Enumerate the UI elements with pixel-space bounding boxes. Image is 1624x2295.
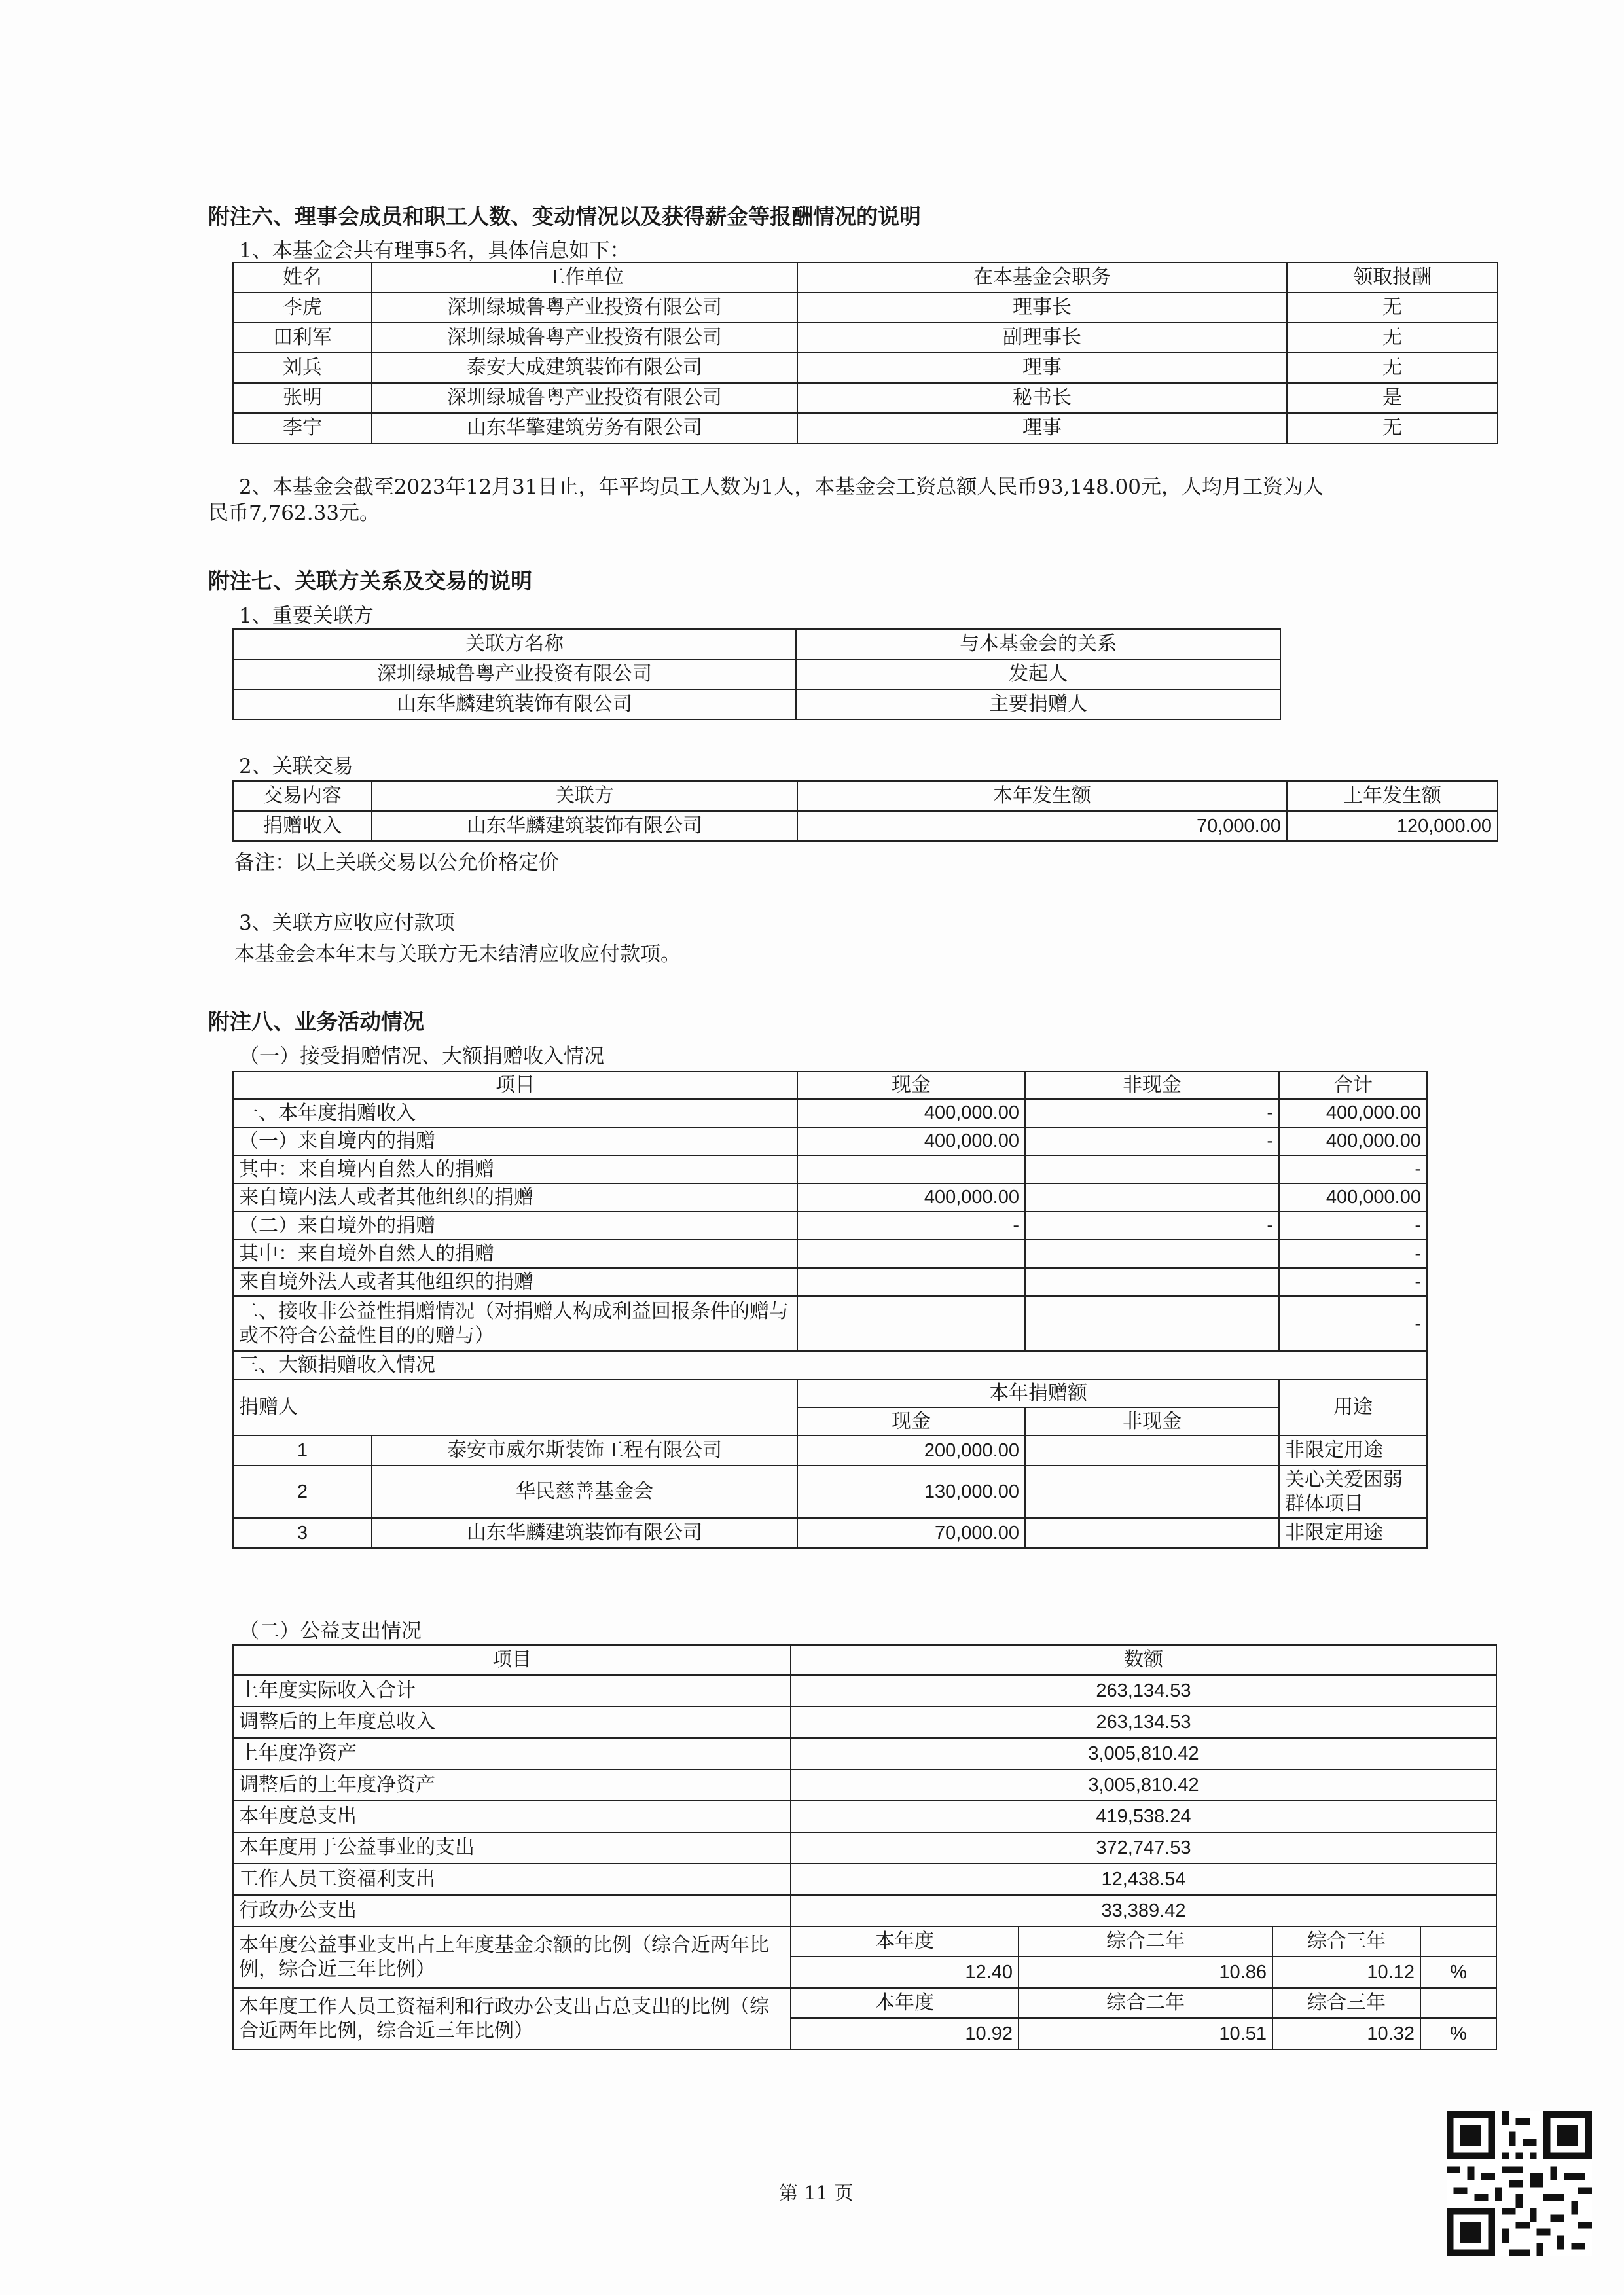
cell xyxy=(797,1240,1025,1268)
header-cell: 姓名 xyxy=(233,262,372,293)
cell: 400,000.00 xyxy=(1279,1099,1427,1127)
cell: 400,000.00 xyxy=(797,1184,1025,1212)
table-header-row xyxy=(233,1072,1427,1099)
cell: - xyxy=(1279,1268,1427,1296)
header-cell: 项目 xyxy=(233,1645,791,1675)
cell: 400,000.00 xyxy=(1279,1184,1427,1212)
cell xyxy=(1420,1926,1496,1957)
cell: 10.12 xyxy=(1272,1957,1420,1988)
table-row xyxy=(233,1832,1496,1864)
cell: 33,389.42 xyxy=(791,1895,1496,1926)
table-row xyxy=(233,1675,1496,1707)
cell: % xyxy=(1420,1957,1496,1988)
header-cell: 非现金 xyxy=(1025,1072,1279,1099)
cell: % xyxy=(1420,2018,1496,2050)
qr-code-icon xyxy=(1447,2111,1592,2256)
cell xyxy=(797,1296,1025,1351)
cell: 12,438.54 xyxy=(791,1864,1496,1895)
cell: 三、大额捐赠收入情况 xyxy=(233,1351,1427,1379)
table-row xyxy=(233,1895,1496,1926)
header-cell: 现金 xyxy=(797,1072,1025,1099)
cell: 10.92 xyxy=(791,2018,1019,2050)
cell: 120,000.00 xyxy=(1287,811,1498,841)
table-header-row xyxy=(233,781,1498,811)
cell: 200,000.00 xyxy=(797,1436,1025,1466)
cell: 其中：来自境内自然人的捐赠 xyxy=(233,1155,797,1184)
cell: 12.40 xyxy=(791,1957,1019,1988)
cell: 130,000.00 xyxy=(797,1466,1025,1518)
cell xyxy=(1025,1518,1279,1548)
cell: 3,005,810.42 xyxy=(791,1769,1496,1801)
cell: - xyxy=(1025,1099,1279,1127)
cell xyxy=(1025,1466,1279,1518)
cell: 副理事长 xyxy=(797,323,1287,353)
cell: 理事 xyxy=(797,353,1287,383)
note6-item2-line1: 2、本基金会截至2023年12月31日止，年平均员工人数为1人，本基金会工资总额人民币93,148.00元，人均月工资为人 xyxy=(239,475,1324,499)
table-row xyxy=(233,1099,1427,1127)
table-row xyxy=(233,1268,1427,1296)
cell: 张明 xyxy=(233,383,372,413)
note6-heading: 附注六、理事会成员和职工人数、变动情况以及获得薪金等报酬情况的说明 xyxy=(208,204,921,229)
cell: 刘兵 xyxy=(233,353,372,383)
table-row xyxy=(233,1436,1427,1466)
cell: 关心关爱困弱群体项目 xyxy=(1279,1466,1427,1518)
cell: 秘书长 xyxy=(797,383,1287,413)
cell: 工作人员工资福利支出 xyxy=(233,1864,791,1895)
table-row xyxy=(233,811,1498,841)
table-row xyxy=(233,1127,1427,1155)
table-row xyxy=(233,1769,1496,1801)
cell: 主要捐赠人 xyxy=(796,689,1280,719)
cell: 是 xyxy=(1287,383,1498,413)
cell: 行政办公支出 xyxy=(233,1895,791,1926)
cell: 一、本年度捐赠收入 xyxy=(233,1099,797,1127)
cell: 本年度工作人员工资福利和行政办公支出占总支出的比例（综合近两年比例，综合近三年比例） xyxy=(233,1988,791,2050)
cell: 深圳绿城鲁粤产业投资有限公司 xyxy=(233,659,796,689)
cell: 400,000.00 xyxy=(1279,1127,1427,1155)
cell: 419,538.24 xyxy=(791,1801,1496,1832)
cell: 无 xyxy=(1287,353,1498,383)
cell: 深圳绿城鲁粤产业投资有限公司 xyxy=(372,293,797,323)
cell: 二、接收非公益性捐赠情况（对捐赠人构成利益回报条件的赠与或不符合公益性目的的赠与） xyxy=(233,1296,797,1351)
cell xyxy=(797,1268,1025,1296)
cell: 无 xyxy=(1287,323,1498,353)
header-cell: 工作单位 xyxy=(372,262,797,293)
header-cell: 领取报酬 xyxy=(1287,262,1498,293)
header-cell: 本年捐赠额 xyxy=(797,1379,1279,1407)
cell: 10.32 xyxy=(1272,2018,1420,2050)
header-cell: 捐赠人 xyxy=(233,1379,797,1436)
cell: 400,000.00 xyxy=(797,1127,1025,1155)
table-row xyxy=(233,1864,1496,1895)
header-cell: 项目 xyxy=(233,1072,797,1099)
table-row xyxy=(233,323,1498,353)
cell: 372,747.53 xyxy=(791,1832,1496,1864)
cell: 李虎 xyxy=(233,293,372,323)
directors-table xyxy=(232,262,1498,444)
note8-sub1: （一）接受捐赠情况、大额捐赠收入情况 xyxy=(239,1045,604,1068)
cell: 本年度总支出 xyxy=(233,1801,791,1832)
cell: 上年度实际收入合计 xyxy=(233,1675,791,1707)
header-cell: 综合三年 xyxy=(1272,1926,1420,1957)
header-cell: 综合二年 xyxy=(1019,1988,1272,2018)
note8-sub2: （二）公益支出情况 xyxy=(239,1619,422,1643)
header-cell: 非现金 xyxy=(1025,1407,1279,1436)
cell: 调整后的上年度净资产 xyxy=(233,1769,791,1801)
header-cell: 上年发生额 xyxy=(1287,781,1498,811)
header-cell: 综合二年 xyxy=(1019,1926,1272,1957)
table-row xyxy=(233,1466,1427,1518)
table-row xyxy=(233,689,1280,719)
table-row xyxy=(233,1212,1427,1240)
cell: 本年度公益事业支出占上年度基金余额的比例（综合近两年比例，综合近三年比例） xyxy=(233,1926,791,1988)
cell xyxy=(1025,1296,1279,1351)
cell: - xyxy=(1279,1240,1427,1268)
cell: 2 xyxy=(233,1466,372,1518)
table-header-row xyxy=(233,262,1498,293)
cell xyxy=(1025,1184,1279,1212)
header-cell: 合计 xyxy=(1279,1072,1427,1099)
cell: 泰安市威尔斯装饰工程有限公司 xyxy=(372,1436,797,1466)
cell xyxy=(1025,1436,1279,1466)
table-row xyxy=(233,353,1498,383)
table-row xyxy=(233,1707,1496,1738)
table-row xyxy=(233,1296,1427,1351)
cell xyxy=(1420,1988,1496,2018)
cell: 来自境内法人或者其他组织的捐赠 xyxy=(233,1184,797,1212)
related-parties-table xyxy=(232,628,1281,720)
cell: 263,134.53 xyxy=(791,1707,1496,1738)
cell: 1 xyxy=(233,1436,372,1466)
cell: 理事 xyxy=(797,413,1287,443)
note7-remark: 备注：以上关联交易以公允价格定价 xyxy=(234,851,559,875)
cell: 无 xyxy=(1287,413,1498,443)
note7-sub3-text: 本基金会本年末与关联方无未结清应收应付款项。 xyxy=(234,943,681,966)
cell: - xyxy=(1279,1212,1427,1240)
table-row xyxy=(233,1351,1427,1379)
table-header-row xyxy=(233,1645,1496,1675)
note6-item1: 1、本基金会共有理事5名，具体信息如下： xyxy=(239,239,630,262)
cell xyxy=(797,1155,1025,1184)
cell: - xyxy=(1025,1212,1279,1240)
cell: 上年度净资产 xyxy=(233,1738,791,1769)
note6-item2-line2: 民币7,762.33元。 xyxy=(208,501,380,525)
table-row xyxy=(233,293,1498,323)
table-row xyxy=(233,1240,1427,1268)
cell: 深圳绿城鲁粤产业投资有限公司 xyxy=(372,383,797,413)
cell: 田利军 xyxy=(233,323,372,353)
cell: 无 xyxy=(1287,293,1498,323)
cell: 山东华擎建筑劳务有限公司 xyxy=(372,413,797,443)
cell: 本年度用于公益事业的支出 xyxy=(233,1832,791,1864)
note7-sub3: 3、关联方应收应付款项 xyxy=(239,911,455,935)
cell: - xyxy=(1279,1296,1427,1351)
cell: 捐赠收入 xyxy=(233,811,372,841)
cell: - xyxy=(1279,1155,1427,1184)
cell: 发起人 xyxy=(796,659,1280,689)
cell: 3,005,810.42 xyxy=(791,1738,1496,1769)
cell: 10.86 xyxy=(1019,1957,1272,1988)
header-cell: 综合三年 xyxy=(1272,1988,1420,2018)
note7-sub2: 2、关联交易 xyxy=(239,755,353,778)
header-cell: 交易内容 xyxy=(233,781,372,811)
cell: （一）来自境内的捐赠 xyxy=(233,1127,797,1155)
cell: 非限定用途 xyxy=(1279,1518,1427,1548)
cell xyxy=(1025,1240,1279,1268)
cell xyxy=(1025,1268,1279,1296)
cell: 70,000.00 xyxy=(797,1518,1025,1548)
cell: - xyxy=(1025,1127,1279,1155)
header-cell: 与本基金会的关系 xyxy=(796,629,1280,659)
header-cell: 现金 xyxy=(797,1407,1025,1436)
table-row xyxy=(233,413,1498,443)
table-row xyxy=(233,1155,1427,1184)
page-number: 第 11 页 xyxy=(779,2182,854,2204)
ratio-header-row xyxy=(233,1988,1496,2018)
cell: 400,000.00 xyxy=(797,1099,1025,1127)
cell: 理事长 xyxy=(797,293,1287,323)
cell: 深圳绿城鲁粤产业投资有限公司 xyxy=(372,323,797,353)
note7-heading: 附注七、关联方关系及交易的说明 xyxy=(208,568,532,594)
cell: 来自境外法人或者其他组织的捐赠 xyxy=(233,1268,797,1296)
table-header-row xyxy=(233,629,1280,659)
cell: 调整后的上年度总收入 xyxy=(233,1707,791,1738)
cell: 山东华麟建筑装饰有限公司 xyxy=(233,689,796,719)
header-cell: 关联方 xyxy=(372,781,797,811)
cell: 263,134.53 xyxy=(791,1675,1496,1707)
cell: 非限定用途 xyxy=(1279,1436,1427,1466)
cell: 10.51 xyxy=(1019,2018,1272,2050)
header-cell: 数额 xyxy=(791,1645,1496,1675)
ratio-header-row xyxy=(233,1926,1496,1957)
cell: 李宁 xyxy=(233,413,372,443)
header-cell: 本年度 xyxy=(791,1988,1019,2018)
header-cell: 用途 xyxy=(1279,1379,1427,1436)
table-row xyxy=(233,659,1280,689)
table-row xyxy=(233,1518,1427,1548)
cell: 其中：来自境外自然人的捐赠 xyxy=(233,1240,797,1268)
cell: 70,000.00 xyxy=(797,811,1287,841)
expenditure-table xyxy=(232,1644,1497,2050)
cell: 泰安大成建筑装饰有限公司 xyxy=(372,353,797,383)
donations-table xyxy=(232,1071,1428,1549)
related-transactions-table xyxy=(232,780,1498,842)
note8-heading: 附注八、业务活动情况 xyxy=(208,1009,424,1034)
note7-sub1: 1、重要关联方 xyxy=(239,604,374,628)
table-row xyxy=(233,1184,1427,1212)
table-row xyxy=(233,1801,1496,1832)
header-cell: 本年发生额 xyxy=(797,781,1287,811)
table-row xyxy=(233,1738,1496,1769)
cell: 山东华麟建筑装饰有限公司 xyxy=(372,811,797,841)
cell xyxy=(1025,1155,1279,1184)
cell: 华民慈善基金会 xyxy=(372,1466,797,1518)
header-cell: 本年度 xyxy=(791,1926,1019,1957)
cell: - xyxy=(797,1212,1025,1240)
header-cell: 在本基金会职务 xyxy=(797,262,1287,293)
table-row xyxy=(233,383,1498,413)
cell: 3 xyxy=(233,1518,372,1548)
cell: （二）来自境外的捐赠 xyxy=(233,1212,797,1240)
header-cell: 关联方名称 xyxy=(233,629,796,659)
table-header-row xyxy=(233,1379,1427,1407)
cell: 山东华麟建筑装饰有限公司 xyxy=(372,1518,797,1548)
